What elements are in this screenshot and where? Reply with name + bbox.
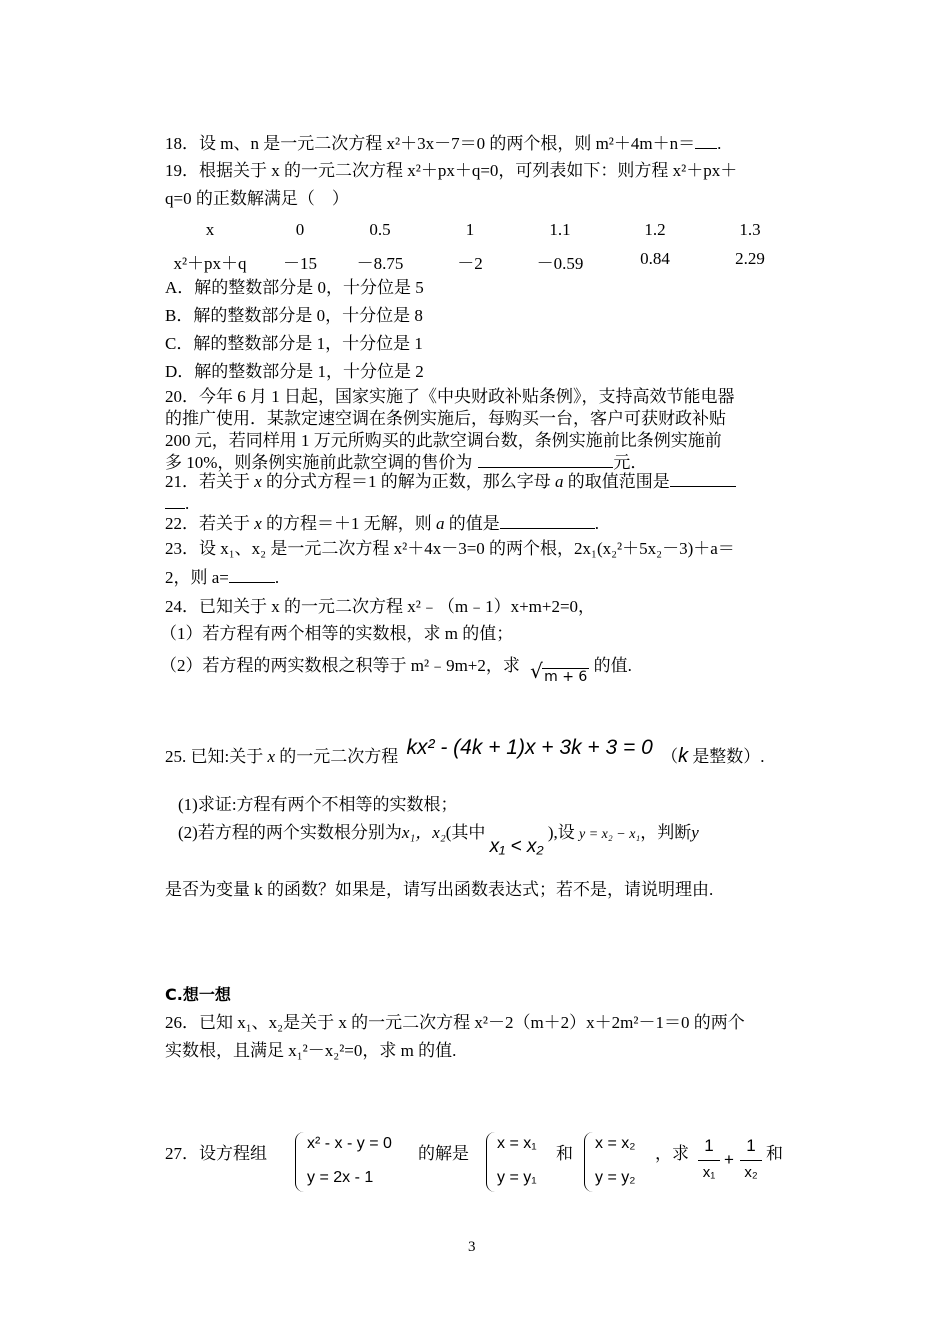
q25-text-b: 的一元二次方程 bbox=[275, 747, 399, 766]
system-3-eq-2: y = y₂ bbox=[595, 1169, 636, 1186]
q25-p2-text-c: ),设 bbox=[547, 823, 575, 842]
q27-text-c: 和 bbox=[556, 1144, 573, 1163]
q23-end: . bbox=[274, 568, 280, 587]
q23-text: 2，则 a= bbox=[165, 568, 229, 587]
q26-line-1: 26．已知 x₁、x₂是关于 x 的一元二次方程 x²－2（m＋2）x＋2m²－1＝0 的两个 bbox=[165, 1013, 745, 1032]
q26-line-2: 实数根，且满足 x₁²－x₂²=0，求 m 的值. bbox=[165, 1041, 457, 1060]
sqrt-radicand: m + 6 bbox=[544, 669, 588, 685]
q27-text-d: ，求 bbox=[655, 1144, 689, 1163]
question-22 bbox=[165, 512, 599, 535]
system-1-eq-1: x² - x - y = 0 bbox=[307, 1135, 392, 1152]
q22-answer-blank bbox=[500, 512, 595, 529]
question-18 bbox=[165, 132, 721, 155]
q21-var-a: a bbox=[555, 472, 564, 491]
q23-answer-blank bbox=[229, 566, 275, 583]
table-cell: x²＋px＋q bbox=[173, 254, 247, 273]
q23-line-2 bbox=[165, 566, 279, 589]
table-cell: 1.3 bbox=[739, 220, 761, 239]
q20-line-2: 的推广使用．某款定速空调在条例实施后，每购买一台，客户可获财政补贴 bbox=[165, 409, 726, 428]
q24-part-2-end: 的值. bbox=[593, 656, 632, 675]
q20-unit: 元． bbox=[613, 453, 648, 472]
q18-end: . bbox=[717, 134, 722, 153]
table-cell: x bbox=[205, 220, 215, 239]
q25-text-a: 25. 已知:关于 bbox=[165, 747, 268, 766]
fraction-2-denominator: x₂ bbox=[744, 1164, 758, 1181]
section-c-heading: C.想一想 bbox=[165, 985, 231, 1004]
fraction-2-numerator: 1 bbox=[746, 1136, 756, 1155]
table-cell: －8.75 bbox=[356, 254, 404, 273]
q21-text-a: 21．若关于 bbox=[165, 472, 255, 491]
table-cell: 1.1 bbox=[549, 220, 571, 239]
q20-line-1: 20．今年 6 月 1 日起，国家实施了《中央财政补贴条例》，支持高效节能电器 bbox=[165, 387, 735, 406]
system-1-eq-2: y = 2x - 1 bbox=[307, 1169, 374, 1186]
table-cell: 2.29 bbox=[735, 249, 765, 268]
q19-option-d: D．解的整数部分是 1，十分位是 2 bbox=[165, 362, 424, 381]
q22-text-b: 的方程＝＋1 无解，则 bbox=[261, 514, 437, 533]
q18-answer-blank bbox=[695, 132, 717, 149]
q25-p2-y: y bbox=[691, 823, 699, 842]
q19-line-1: 19．根据关于 x 的一元二次方程 x²＋px＋q=0，可列表如下：则方程 x²＋px＋ bbox=[165, 161, 738, 180]
q25-equation: kx² - (4k + 1)x + 3k + 3 = 0 bbox=[406, 736, 653, 759]
q19-option-b: B．解的整数部分是 0，十分位是 8 bbox=[165, 306, 423, 325]
q19-option-a: A．解的整数部分是 0，十分位是 5 bbox=[165, 278, 424, 297]
q22-end: . bbox=[594, 514, 600, 533]
table-cell: －2 bbox=[457, 254, 483, 273]
q25-text-d: 是整数）. bbox=[688, 747, 765, 766]
q23-line-1: 23．设 x₁、x₂ 是一元二次方程 x²＋4x－3=0 的两个根，2x₁(x₂²＋5x₂－3)＋a＝ bbox=[165, 539, 735, 558]
q25-p2-text-a: (2)若方程的两个实数根分别为 bbox=[178, 823, 402, 842]
q25-p2-roots: x₁，x₂ bbox=[401, 823, 446, 842]
q22-var-a: a bbox=[436, 514, 445, 533]
page-number: 3 bbox=[468, 1239, 476, 1255]
q21-var-x: x bbox=[254, 472, 262, 491]
plus-sign: + bbox=[724, 1150, 734, 1169]
q25-p2-inequality: x₁ < x₂ bbox=[489, 836, 544, 857]
table-cell: －15 bbox=[283, 254, 317, 273]
q25-var-x: x bbox=[267, 747, 276, 766]
q27-text-e: 和 bbox=[766, 1144, 783, 1163]
q25-text-c: （ bbox=[661, 747, 679, 766]
table-cell: 0.5 bbox=[369, 220, 391, 239]
q27-text-b: 的解是 bbox=[418, 1144, 469, 1163]
fraction-1-numerator: 1 bbox=[704, 1136, 714, 1155]
sqrt-symbol: √ bbox=[530, 659, 543, 683]
q21-answer-blank-cont bbox=[165, 492, 185, 509]
system-2-eq-1: x = x₁ bbox=[497, 1135, 537, 1152]
q25-p2-text-b: (其中 bbox=[445, 823, 486, 842]
q24-line-1: 24．已知关于 x 的一元二次方程 x²﹣（m﹣1）x+m+2=0， bbox=[165, 597, 596, 616]
q21-answer-blank bbox=[670, 470, 736, 487]
table-cell: 1.2 bbox=[644, 220, 666, 239]
fraction-2-bar bbox=[740, 1160, 762, 1161]
q25-line-3: 是否为变量 k 的函数？如果是，请写出函数表达式；若不是，请说明理由. bbox=[165, 880, 714, 899]
q22-text-c: 的值是 bbox=[444, 514, 500, 533]
question-21 bbox=[165, 470, 736, 493]
fraction-1-bar bbox=[698, 1160, 720, 1161]
q21-text-c: 的取值范围是 bbox=[563, 472, 670, 491]
q24-part-2-text: （2）若方程的两实数根之积等于 m²﹣9m+2，求 bbox=[160, 656, 520, 675]
q19-line-2: q=0 的正数解满足（ ） bbox=[165, 189, 349, 208]
fraction-1-denominator: x₁ bbox=[702, 1164, 716, 1181]
q24-part-1: （1）若方程有两个相等的实数根，求 m 的值； bbox=[160, 624, 514, 643]
q20-line-4-text: 多 10%，则条例实施前此款空调的售价为 bbox=[165, 453, 473, 472]
q25-p2-y-def: y = x₂ − x₁ bbox=[579, 827, 641, 842]
q19-option-c: C．解的整数部分是 1，十分位是 1 bbox=[165, 334, 423, 353]
q27-text-a: 27．设方程组 bbox=[165, 1144, 267, 1163]
q18-text: 18．设 m、n 是一元二次方程 x²＋3x－7＝0 的两个根，则 m²＋4m＋n＝ bbox=[165, 134, 696, 153]
system-3-eq-1: x = x₂ bbox=[595, 1135, 636, 1152]
table-cell: 0.84 bbox=[640, 249, 670, 268]
q20-line-3: 200 元，若同样用 1 万元所购买的此款空调台数，条例实施前比条例实施前 bbox=[165, 431, 722, 450]
table-cell: －0.59 bbox=[536, 254, 584, 273]
q25-part-2 bbox=[178, 822, 699, 857]
system-2-brace bbox=[486, 1132, 495, 1192]
question-25 bbox=[165, 736, 765, 768]
system-2-eq-2: y = y₁ bbox=[497, 1169, 537, 1186]
q25-p2-text-d: ，判断 bbox=[640, 823, 692, 842]
table-cell: 1 bbox=[465, 220, 475, 239]
sqrt-expression bbox=[530, 659, 589, 688]
q22-var-x: x bbox=[254, 514, 262, 533]
q24-part-2 bbox=[160, 652, 632, 685]
q20-answer-blank bbox=[478, 451, 613, 468]
q25-part-1: (1)求证:方程有两个不相等的实数根； bbox=[178, 795, 458, 814]
q25-var-k: k bbox=[678, 745, 689, 767]
q21-end: . bbox=[185, 494, 190, 513]
system-1-brace bbox=[295, 1132, 304, 1192]
q21-text-b: 的分式方程＝1 的解为正数，那么字母 bbox=[261, 472, 556, 491]
table-cell: 0 bbox=[295, 220, 305, 239]
system-3-brace bbox=[584, 1132, 593, 1192]
q22-text-a: 22．若关于 bbox=[165, 514, 255, 533]
